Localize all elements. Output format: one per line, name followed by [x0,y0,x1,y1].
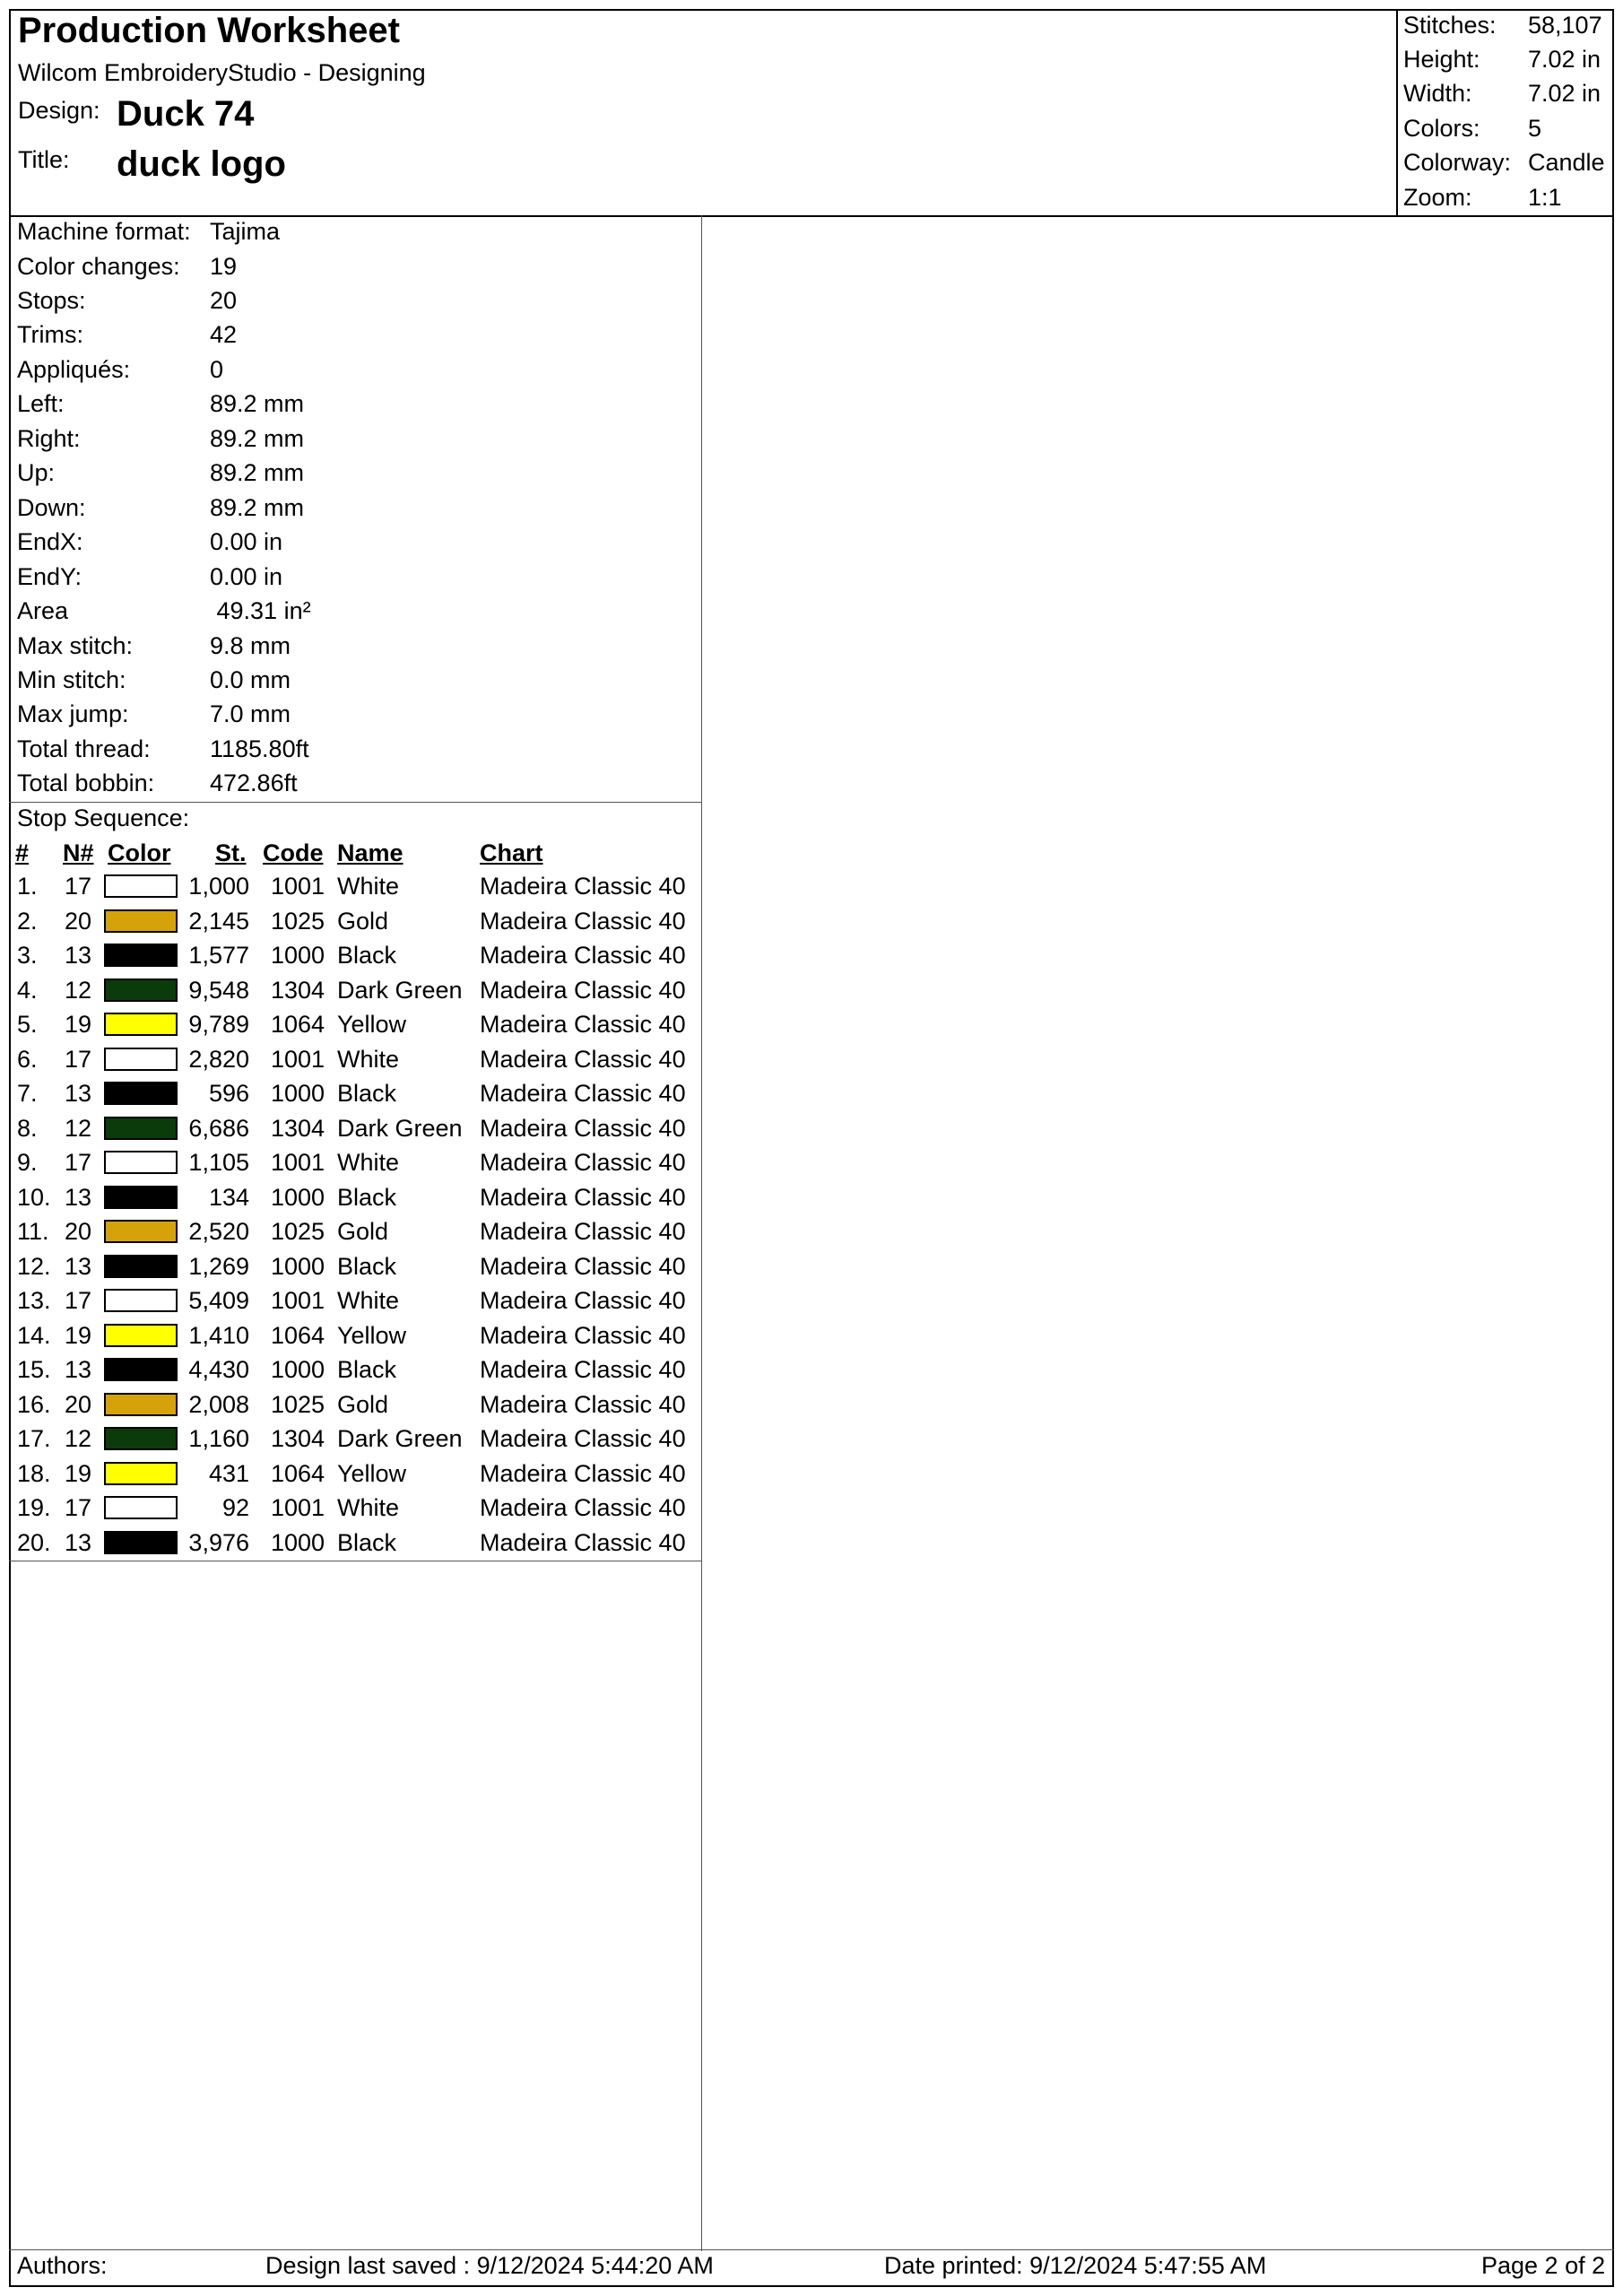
design-label: Design: [18,97,100,124]
thread-code: 1025 [271,907,325,935]
stat-label: Down: [17,494,86,521]
row-number: 20. [17,1528,51,1556]
stop-row [0,975,699,1009]
stat-label: Machine format: [17,218,191,245]
needle-number: 13 [64,1080,91,1107]
row-number: 6. [17,1045,38,1073]
needle-number: 17 [64,1494,91,1521]
needle-number: 17 [64,1149,91,1176]
thread-code: 1064 [271,1459,325,1487]
header-num: # [15,839,30,866]
stat-value: 0 [210,356,224,383]
thread-name: Yellow [337,1321,407,1349]
stitch-count: 1,269 [188,1252,249,1280]
color-swatch [104,1462,178,1485]
stop-row [0,1389,699,1423]
thread-name: Black [337,942,397,969]
color-swatch [104,1255,178,1278]
thread-code: 1000 [271,942,325,969]
stitch-count: 4,430 [188,1356,249,1383]
thread-code: 1304 [271,976,325,1004]
row-number: 19. [17,1494,51,1521]
stitch-count: 2,520 [188,1218,249,1245]
stat-label: Stops: [17,287,86,314]
thread-code: 1025 [271,1390,325,1418]
needle-number: 13 [64,1183,91,1211]
row-number: 7. [17,1080,38,1107]
needle-number: 19 [64,1459,91,1487]
color-swatch [104,1358,178,1381]
stitches-value: 58,107 [1528,12,1602,39]
stop-row [0,1044,699,1078]
stat-label: Min stitch: [17,666,126,693]
stitch-count: 2,008 [188,1390,249,1418]
row-number: 14. [17,1321,51,1349]
stat-label: Max stitch: [17,632,134,659]
color-swatch [104,978,178,1002]
stat-label: Left: [17,390,65,417]
stat-value: 49.31 in² [210,597,311,624]
thread-code: 1001 [271,1149,325,1176]
thread-code: 1001 [271,1494,325,1521]
thread-name: White [337,1287,400,1314]
title-value: duck logo [117,144,286,184]
color-swatch [104,1324,178,1347]
thread-code: 1001 [271,1287,325,1314]
needle-number: 12 [64,1425,91,1452]
stop-row [0,1423,699,1457]
needle-number: 13 [64,942,91,969]
stat-value: 19 [210,253,238,280]
color-swatch [104,1082,178,1105]
thread-chart: Madeira Classic 40 [480,1080,686,1107]
header-stitches: St. [215,839,247,866]
thread-chart: Madeira Classic 40 [480,1287,686,1314]
thread-name: Dark Green [337,1425,463,1452]
stop-row [0,1251,699,1285]
needle-number: 20 [64,907,91,935]
thread-name: White [337,1494,400,1521]
stop-row [0,1147,699,1181]
height-value: 7.02 in [1528,46,1601,73]
stitch-count: 1,410 [188,1321,249,1349]
header-needle: N# [63,839,94,866]
last-saved: Design last saved : 9/12/2024 5:44:20 AM [265,2252,714,2279]
width-value: 7.02 in [1528,80,1601,107]
color-swatch [104,1151,178,1174]
stitch-count: 3,976 [188,1528,249,1556]
stitch-count: 134 [208,1183,249,1211]
date-printed: Date printed: 9/12/2024 5:47:55 AM [884,2252,1267,2279]
stitch-count: 9,789 [188,1011,249,1038]
stitches-label: Stitches: [1403,12,1497,39]
stitch-count: 1,577 [188,942,249,969]
thread-name: White [337,873,400,900]
row-number: 8. [17,1114,38,1142]
color-swatch [104,909,178,933]
thread-name: Black [337,1183,397,1211]
thread-code: 1001 [271,873,325,900]
row-number: 12. [17,1252,51,1280]
software-name: Wilcom EmbroideryStudio - Designing [18,59,426,86]
row-number: 10. [17,1183,51,1211]
needle-number: 13 [64,1528,91,1556]
stop-row [0,1009,699,1043]
stat-label: EndX: [17,528,83,555]
thread-code: 1000 [271,1080,325,1107]
thread-chart: Madeira Classic 40 [480,907,686,935]
row-number: 2. [17,907,38,935]
stat-value: 89.2 mm [210,390,305,417]
thread-chart: Madeira Classic 40 [480,1011,686,1038]
needle-number: 12 [64,1114,91,1142]
stat-value: 0.00 in [210,563,283,590]
thread-chart: Madeira Classic 40 [480,1390,686,1418]
stop-row [0,1078,699,1112]
color-swatch [104,1496,178,1519]
row-number: 9. [17,1149,38,1176]
row-number: 18. [17,1459,51,1487]
thread-name: White [337,1149,400,1176]
row-number: 4. [17,976,38,1004]
thread-name: Dark Green [337,1114,463,1142]
stitch-count: 6,686 [188,1114,249,1142]
thread-name: Yellow [337,1459,407,1487]
thread-chart: Madeira Classic 40 [480,1252,686,1280]
authors-label: Authors: [17,2252,108,2279]
zoom-label: Zoom: [1403,184,1472,211]
thread-code: 1064 [271,1321,325,1349]
needle-number: 19 [64,1321,91,1349]
color-swatch [104,1048,178,1071]
header-divider [9,215,1614,217]
row-number: 11. [17,1218,49,1245]
stat-value: 20 [210,287,238,314]
page-title: Production Worksheet [18,11,400,50]
header-color: Color [108,839,171,866]
thread-code: 1001 [271,1045,325,1073]
colorway-value: Candle [1528,149,1605,176]
header-code: Code [263,839,324,866]
colors-value: 5 [1528,115,1542,142]
stop-row [0,1527,699,1561]
needle-number: 19 [64,1011,91,1038]
footer-divider [9,2249,1614,2250]
stitch-count: 2,820 [188,1045,249,1073]
thread-code: 1000 [271,1183,325,1211]
color-swatch [104,1013,178,1036]
needle-number: 17 [64,1287,91,1314]
stat-label: Total thread: [17,735,151,762]
stat-label: Right: [17,425,81,452]
column-divider [701,215,702,2251]
thread-code: 1304 [271,1425,325,1452]
colorway-label: Colorway: [1403,149,1512,176]
stitch-count: 1,000 [188,873,249,900]
stat-label: Appliqués: [17,356,131,383]
thread-chart: Madeira Classic 40 [480,1045,686,1073]
thread-code: 1000 [271,1528,325,1556]
thread-code: 1064 [271,1011,325,1038]
stop-row [0,1182,699,1216]
thread-name: Gold [337,907,389,935]
thread-chart: Madeira Classic 40 [480,1218,686,1245]
stat-value: 1185.80ft [210,735,309,762]
color-swatch [104,1531,178,1554]
thread-chart: Madeira Classic 40 [480,1459,686,1487]
summary-divider [1396,9,1398,215]
stat-value: 0.00 in [210,528,283,555]
colors-label: Colors: [1403,115,1480,142]
stitch-count: 1,160 [188,1425,249,1452]
stop-row [0,1492,699,1526]
stitch-count: 596 [208,1080,249,1107]
stat-label: Max jump: [17,700,129,727]
stat-value: Tajima [210,218,281,245]
stitch-count: 2,145 [188,907,249,935]
stitch-count: 9,548 [188,976,249,1004]
thread-chart: Madeira Classic 40 [480,1494,686,1521]
stat-value: 7.0 mm [210,700,291,727]
color-swatch [104,1427,178,1450]
thread-name: Black [337,1080,397,1107]
thread-name: White [337,1045,400,1073]
thread-chart: Madeira Classic 40 [480,873,686,900]
stop-row [0,1216,699,1250]
color-swatch [104,944,178,967]
thread-chart: Madeira Classic 40 [480,1528,686,1556]
color-swatch [104,1186,178,1209]
thread-name: Dark Green [337,976,463,1004]
title-label: Title: [18,146,70,173]
stat-label: Area [17,597,69,624]
thread-name: Gold [337,1218,389,1245]
stop-row [0,906,699,940]
stat-label: Up: [17,459,56,486]
thread-code: 1000 [271,1356,325,1383]
color-swatch [104,1117,178,1140]
stop-row [0,1320,699,1354]
stat-label: Total bobbin: [17,770,155,796]
stat-value: 472.86ft [210,770,298,796]
thread-chart: Madeira Classic 40 [480,1114,686,1142]
stop-row [0,1113,699,1147]
thread-name: Black [337,1528,397,1556]
thread-chart: Madeira Classic 40 [480,1321,686,1349]
stat-label: Color changes: [17,253,180,280]
header-chart: Chart [480,839,543,866]
thread-name: Gold [337,1390,389,1418]
stat-label: EndY: [17,563,82,590]
color-swatch [104,874,178,898]
thread-chart: Madeira Classic 40 [480,1425,686,1452]
thread-code: 1000 [271,1252,325,1280]
row-number: 16. [17,1390,51,1418]
design-value: Duck 74 [117,94,255,134]
needle-number: 20 [64,1218,91,1245]
stat-label: Trims: [17,321,83,348]
needle-number: 12 [64,976,91,1004]
stat-value: 89.2 mm [210,494,305,521]
color-swatch [104,1289,178,1312]
width-label: Width: [1403,80,1472,107]
header-name: Name [337,839,404,866]
stat-value: 0.0 mm [210,666,291,693]
stop-row [0,1458,699,1492]
stop-row [0,940,699,974]
thread-chart: Madeira Classic 40 [480,1149,686,1176]
height-label: Height: [1403,46,1480,73]
stitch-count: 5,409 [188,1287,249,1314]
thread-name: Yellow [337,1011,407,1038]
row-number: 3. [17,942,38,969]
thread-chart: Madeira Classic 40 [480,1183,686,1211]
needle-number: 13 [64,1356,91,1383]
stat-value: 42 [210,321,238,348]
thread-chart: Madeira Classic 40 [480,1356,686,1383]
stat-value: 89.2 mm [210,425,305,452]
stop-sequence-title: Stop Sequence: [17,804,190,831]
stat-value: 89.2 mm [210,459,305,486]
stitch-count: 1,105 [188,1149,249,1176]
zoom-value: 1:1 [1528,184,1562,211]
row-number: 15. [17,1356,51,1383]
stitch-count: 92 [221,1494,249,1521]
stats-divider [9,802,701,803]
thread-name: Black [337,1252,397,1280]
needle-number: 17 [64,1045,91,1073]
color-swatch [104,1393,178,1416]
thread-name: Black [337,1356,397,1383]
thread-chart: Madeira Classic 40 [480,942,686,969]
needle-number: 20 [64,1390,91,1418]
stitch-count: 431 [208,1459,249,1487]
stop-row [0,1354,699,1388]
row-number: 17. [17,1425,51,1452]
color-swatch [104,1220,178,1243]
row-number: 1. [17,873,38,900]
thread-code: 1025 [271,1218,325,1245]
needle-number: 17 [64,873,91,900]
page-number: Page 2 of 2 [1481,2252,1606,2279]
row-number: 5. [17,1011,38,1038]
thread-chart: Madeira Classic 40 [480,976,686,1004]
needle-number: 13 [64,1252,91,1280]
stop-row [0,1285,699,1319]
stat-value: 9.8 mm [210,632,291,659]
thread-code: 1304 [271,1114,325,1142]
row-number: 13. [17,1287,51,1314]
stop-row [0,871,699,905]
